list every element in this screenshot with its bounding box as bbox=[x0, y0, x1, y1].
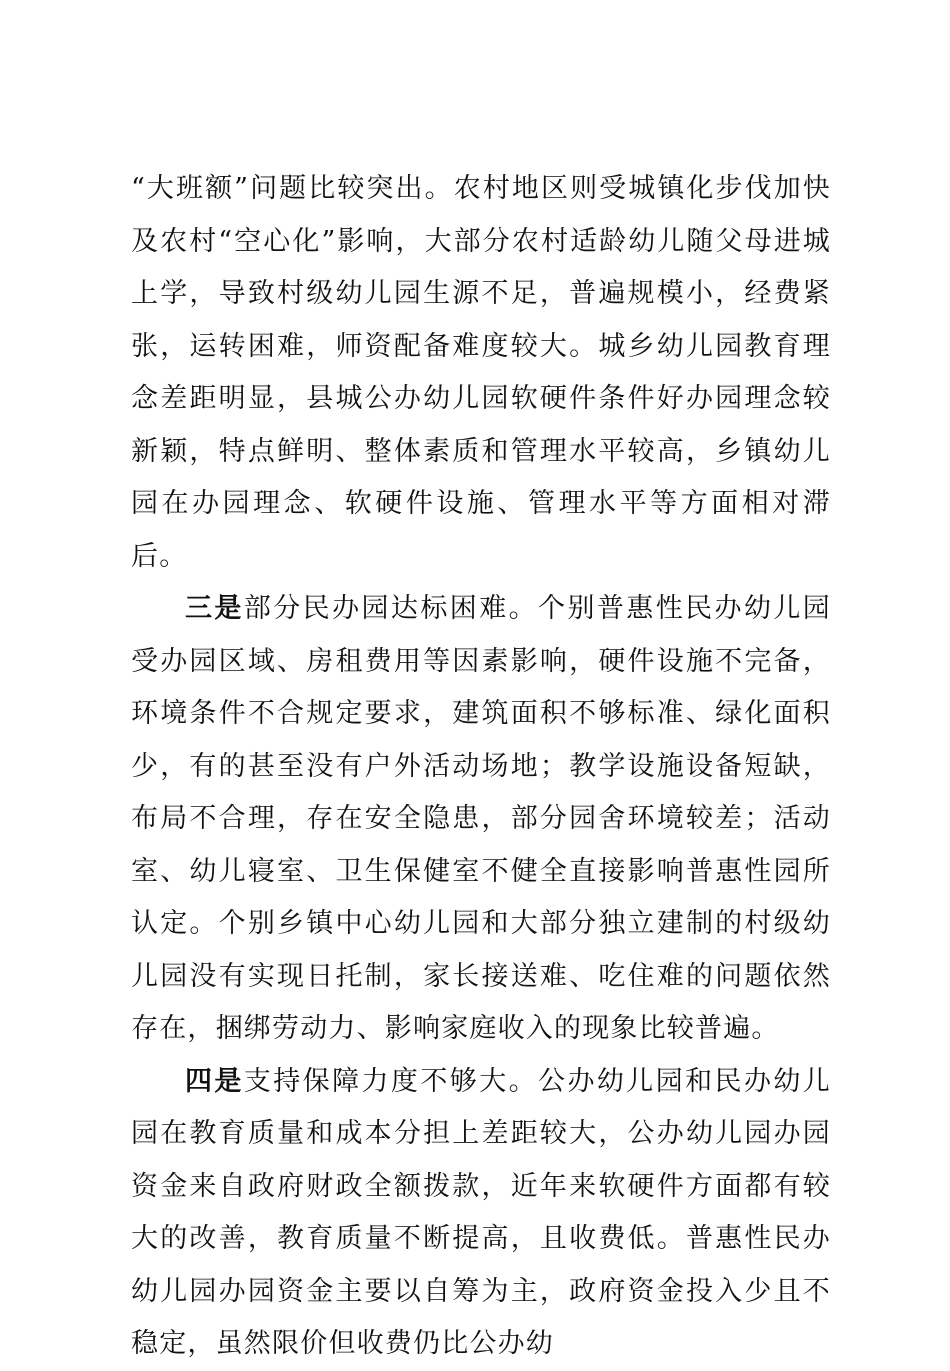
paragraph-text: 支持保障力度不够大。公办幼儿园和民办幼儿园在教育质量和成本分担上差距较大，公办幼儿园办园资金来自政府财政全额拨款，近年来软硬件方面都有较大的改善，教育质量不断提高，且收费低。普惠性民办幼儿园办园资金主要以自筹为主，政府资金投入少且不稳定，虽然限价但收费仍比公办幼 bbox=[131, 1065, 831, 1359]
paragraph-text: “大班额”问题比较突出。农村地区则受城镇化步伐加快及农村“空心化”影响，大部分农村适龄幼儿随父母进城上学，导致村级幼儿园生源不足，普遍规模小，经费紧张，运转困难，师资配备难度较大。城乡幼儿园教育理念差距明显，县城公办幼儿园软硬件条件好办园理念较新颖，特点鲜明、整体素质和管理水平较高，乡镇幼儿园在办园理念、软硬件设施、管理水平等方面相对滞后。 bbox=[131, 173, 831, 572]
paragraph-text: 部分民办园达标困难。个别普惠性民办幼儿园受办园区域、房租费用等因素影响，硬件设施不完备，环境条件不合规定要求，建筑面积不够标准、绿化面积少，有的甚至没有户外活动场地；教学设施设备短缺，布局不合理，存在安全隐患，部分园舍环境较差；活动室、幼儿寝室、卫生保健室不健全直接影响普惠性园所认定。个别乡镇中心幼儿园和大部分独立建制的村级幼儿园没有实现日托制，家长接送难、吃住难的问题依然存在，捆绑劳动力、影响家庭收入的现象比较普遍。 bbox=[131, 593, 831, 1044]
paragraph-point-four bbox=[131, 1056, 831, 1371]
document-body bbox=[131, 163, 831, 1371]
paragraph-point-three bbox=[131, 583, 831, 1056]
paragraph-lead: 三是 bbox=[185, 593, 244, 624]
paragraph-continuation bbox=[131, 163, 831, 583]
paragraph-lead: 四是 bbox=[185, 1065, 244, 1097]
